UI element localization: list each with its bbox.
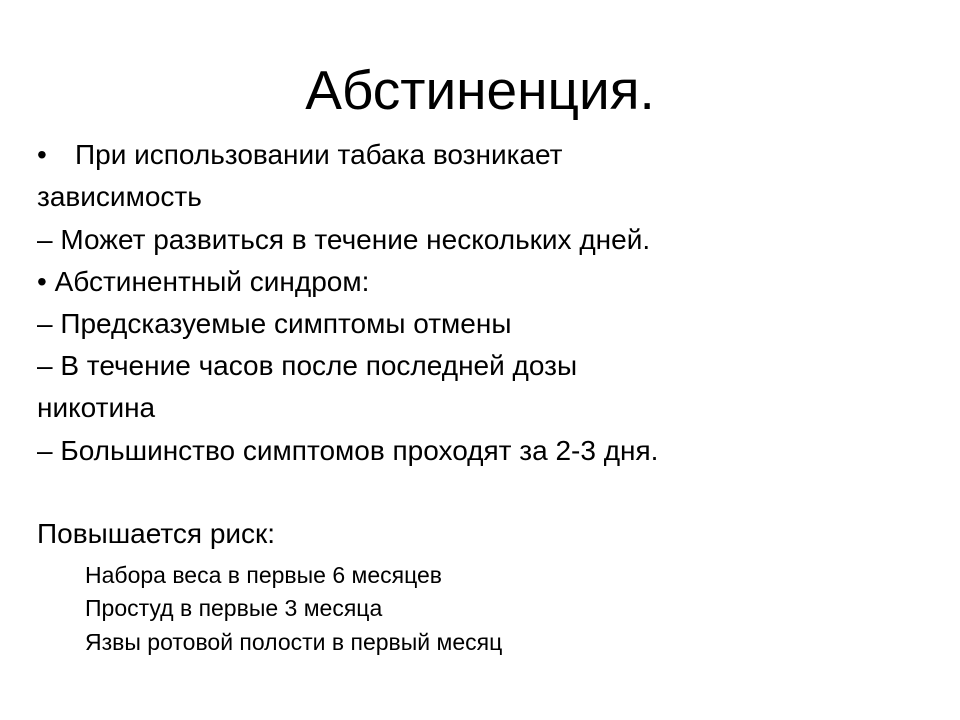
line-2: зависимость bbox=[37, 181, 202, 212]
bullet-symbol: • bbox=[37, 139, 47, 170]
risk-item-1: Набора веса в первые 6 месяцев bbox=[85, 562, 443, 588]
line-7: никотина bbox=[37, 392, 156, 423]
risk-item-2: Простуд в первые 3 месяца bbox=[85, 595, 383, 621]
line-text: При использовании табака возникает bbox=[75, 139, 563, 170]
line-5: – Предсказуемые симптомы отмены bbox=[37, 308, 512, 339]
bullet-line-1 bbox=[37, 138, 562, 172]
line-8: – Большинство симптомов проходят за 2-3 дня. bbox=[37, 435, 659, 466]
risk-item-3: Язвы ротовой полости в первый месяц bbox=[85, 629, 503, 655]
risk-heading: Повышается риск: bbox=[37, 518, 276, 549]
line-3: – Может развиться в течение нескольких дней. bbox=[37, 224, 651, 255]
slide-title: Абстиненция. bbox=[305, 59, 655, 121]
line-6: – В течение часов после последней дозы bbox=[37, 350, 578, 381]
line-4: • Абстинентный синдром: bbox=[37, 266, 370, 297]
